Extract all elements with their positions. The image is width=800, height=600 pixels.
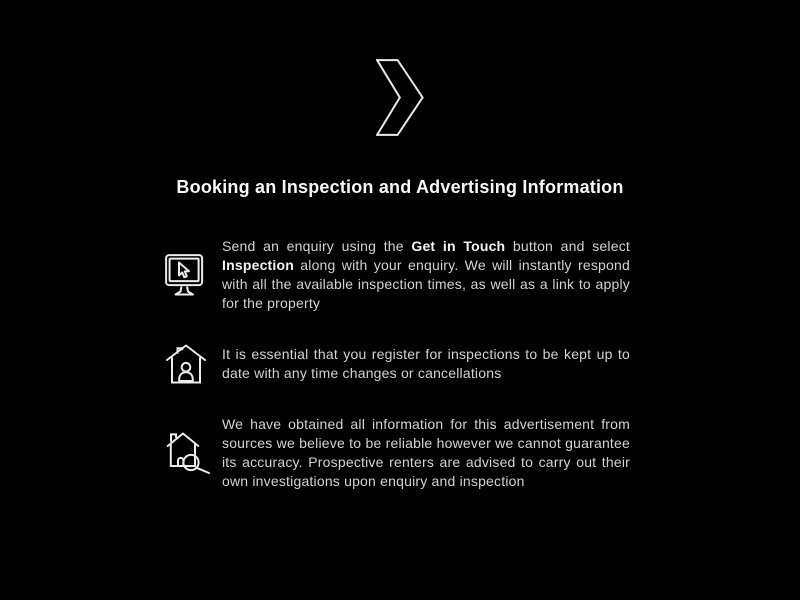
hero	[0, 0, 800, 136]
info-text-disclaimer: We have obtained all information for this advertisement from sources we believe to be reliable however we cannot guarantee its accuracy. Prospective renters are advised to carry out their own investigations upon enquiry and inspection	[222, 416, 630, 489]
info-items	[165, 237, 630, 491]
info-text-enquiry: Send an enquiry using the Get in Touch button and select Inspection along with your enquiry. We will instantly respond with all the available inspection times, as well as a link to apply for the property	[222, 238, 630, 311]
house-magnifier-icon	[165, 432, 211, 475]
info-text-register: It is essential that you register for inspections to be kept up to date with any time changes or cancellations	[222, 346, 630, 381]
info-item-register	[165, 344, 630, 384]
page-title: Booking an Inspection and Advertising Information	[176, 177, 624, 197]
monitor-cursor-icon	[165, 254, 211, 296]
info-item-enquiry	[165, 237, 630, 313]
chevron-right-icon	[376, 59, 424, 136]
info-item-disclaimer	[165, 415, 630, 491]
house-person-icon	[165, 344, 211, 384]
